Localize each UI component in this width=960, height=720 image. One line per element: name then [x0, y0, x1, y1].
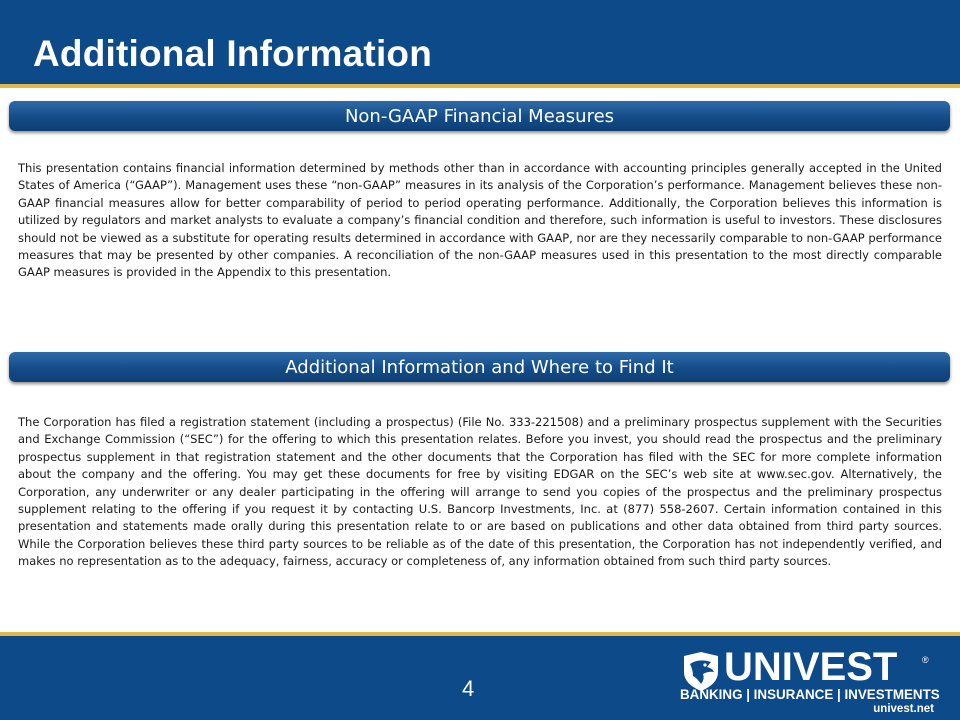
page-number: 4	[462, 676, 475, 701]
logo-tagline: BANKING | INSURANCE | INVESTMENTS	[680, 687, 940, 702]
univest-logo	[676, 645, 938, 717]
logo-url: univest.net	[873, 703, 934, 715]
additional-info-paragraph: The Corporation has filed a registration statement (including a prospectus) (File No. 333-221508) and a preliminary prospectus supplement with the Securities and Exchange Commission (“SEC”) for the offering to which this presentation relates. Before you invest, you should read the prospectus and the preliminary prospectus supplement in that registration statement and the other documents that the Corporation has filed with the SEC for more complete information about the company and the offering. You may get these documents for free by visiting EDGAR on the SEC’s web site at www.sec.gov. Alternatively, the Corporation, any underwriter or any dealer participating in the offering will arrange to send you copies of the prospectus and the preliminary prospectus supplement relating to the offering if you request it by contacting U.S. Bancorp Investments, Inc. at (877) 558-2607. Certain information contained in this presentation and statements made orally during this presentation relate to or are based on publications and other data obtained from third party sources. While the Corporation believes these third party sources to be reliable as of the date of this presentation, the Corporation has not independently verified, and makes no representation as to the adequacy, fairness, accuracy or completeness of, any information obtained from such third party sources.	[18, 415, 942, 569]
logo-wordmark: UNIVEST	[724, 645, 898, 689]
section-heading-label: Additional Information and Where to Find It	[285, 356, 674, 378]
section-heading-label: Non-GAAP Financial Measures	[344, 105, 615, 127]
registered-mark: ®	[922, 655, 929, 665]
non-gaap-paragraph: This presentation contains financial information determined by methods other than in accordance with accounting principles generally accepted in the United States of America (“GAAP”). Management uses these “non-GAAP” measures in its analysis of the Corporation’s performance. Management believes these non-GAAP financial measures allow for better comparability of period to period operating performance. Additionally, the Corporation believes this information is utilized by regulators and market analysts to evaluate a company’s financial condition and therefore, such information is useful to investors. These disclosures should not be viewed as a substitute for operating results determined in accordance with GAAP, nor are they necessarily comparable to non-GAAP performance measures that may be presented by other companies. A reconciliation of the non-GAAP measures used in this presentation to the most directly comparable GAAP measures is provided in the Appendix to this presentation.	[18, 161, 942, 280]
section-heading-additional-info	[9, 352, 950, 382]
header-gold-rule	[0, 84, 960, 88]
section-heading-non-gaap	[9, 101, 950, 131]
eagle-head-icon	[681, 650, 721, 692]
page-title: Additional Information	[33, 33, 433, 74]
